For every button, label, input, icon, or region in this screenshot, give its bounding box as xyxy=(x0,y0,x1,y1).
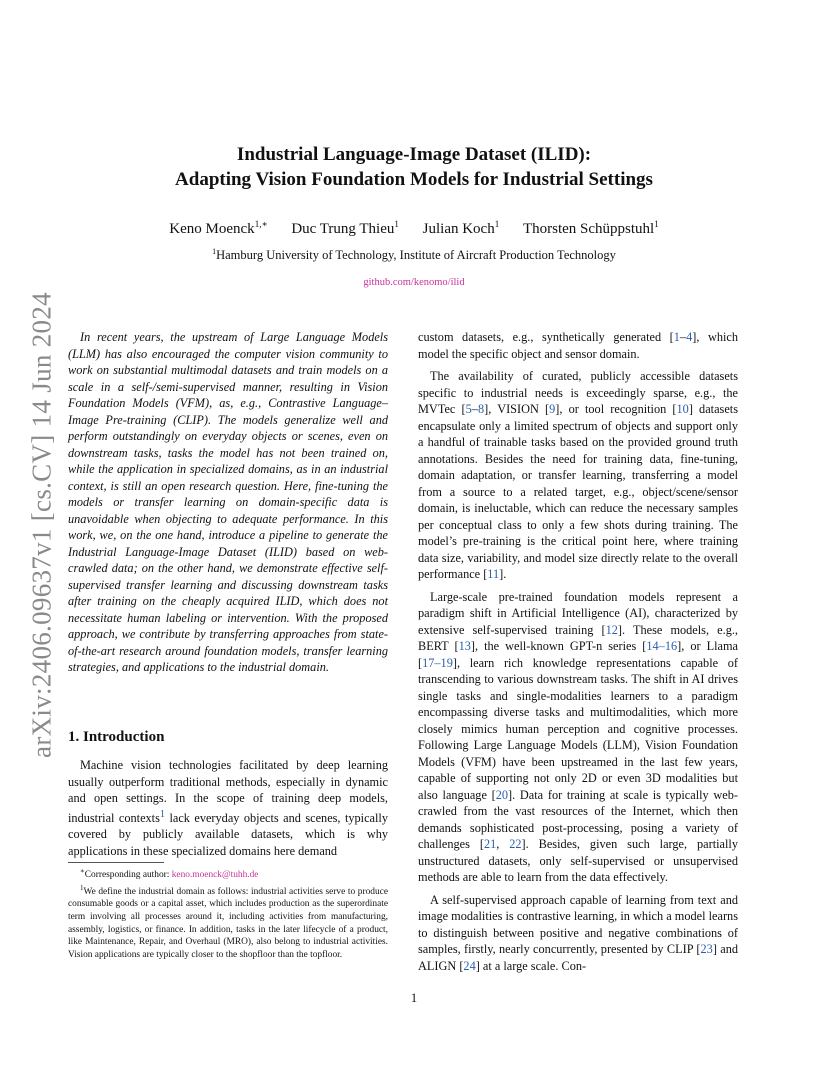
email-link[interactable]: keno.moenck@tuhh.de xyxy=(171,870,259,881)
citation-link[interactable]: 13 xyxy=(458,639,471,653)
title-line-1: Industrial Language-Image Dataset (ILID): xyxy=(236,144,592,165)
affiliation-sup: 1 xyxy=(212,247,217,256)
text-run: ]. These models, e.g., BERT [ xyxy=(418,622,738,653)
text-run: – xyxy=(679,330,687,344)
text-run: ], the well-known GPT-n series [ xyxy=(470,639,647,653)
author-sup: 1 xyxy=(394,219,399,229)
paper-title xyxy=(0,142,828,192)
text-run: , xyxy=(496,837,510,851)
text-run: Large-scale pre-trained foundation models represent a paradigm shift in Artificial Intelligence (AI), characterized by extensive self-supervised training [ xyxy=(418,589,738,637)
paragraph-custom-datasets xyxy=(418,329,738,362)
text-run: ], VISION [ xyxy=(484,402,550,416)
author-sup: 1,∗ xyxy=(254,219,268,229)
arxiv-side-stamp xyxy=(22,290,62,760)
author-sup: 1 xyxy=(654,219,659,229)
text-run: ]. Data for training at scale is typically web-crawled from the vast resources of the Internet, which then demands sophisticated post-processing, posing a variety of challenges [ xyxy=(418,787,739,851)
citation-link[interactable]: 24 xyxy=(463,958,476,973)
author-sup: 1 xyxy=(494,219,500,229)
citation-link[interactable]: 11 xyxy=(487,567,500,581)
author-2 xyxy=(291,221,399,237)
author-1 xyxy=(169,221,267,237)
text-run: A self-supervised approach capable of learning from text and image modalities is contrastive learning, in which a model learns to distinguish between positive and negative combinations of samples, firstly, nearly concurrently, presented by CLIP [ xyxy=(418,892,738,956)
footnote-industrial-domain xyxy=(68,882,388,962)
paragraph-availability xyxy=(418,368,738,583)
citation-link[interactable]: 17–19 xyxy=(422,655,453,670)
author-4 xyxy=(523,221,659,237)
citation-link[interactable]: 10 xyxy=(676,402,689,416)
text-run: ], which model the specific object and sensor domain. xyxy=(418,330,738,361)
text-run: – xyxy=(471,402,478,416)
citation-link[interactable]: 5 xyxy=(465,402,472,416)
footnotes xyxy=(68,865,388,961)
footnote-text: Corresponding author: xyxy=(84,870,172,881)
intro-text-a: Machine vision technologies facilitated by deep learning usually outperform traditional methods, especially in dynamic and open settings. In the scope of training deep models, industrial contexts xyxy=(68,758,388,825)
footnote-text: We define the industrial domain as follows: industrial activities serve to produce consumable goods or a capital asset, which includes production as the superordinate term involving all processes around it, including activities from manufacturing, assembly, logistics, or finance. In addition, tasks in the later lifecycle of a product, like Maintenance, Repair, and Overhaul (MRO), also belong to industrial activities. Vision applications are typically closer to the shopfloor than the topfloor. xyxy=(68,886,388,960)
author-name: Duc Trung Thieu xyxy=(291,221,395,237)
text-run: ] and ALIGN [ xyxy=(418,942,738,973)
paragraph-foundation-models xyxy=(418,589,738,886)
text-run: ], learn rich knowledge representations capable of transcending to various downstream tasks. The shift in AI drives single tasks and single-modalities learners to a paradigm encompassing diverse tasks and multimodalities, which more closely mimics human perception and cognitive processes. Following Large Language Models (LLM), Vision Foundation Models (VFM) have been upstreamed in the last few years, capable of supporting not only 2D or even 3D modalities but also language [ xyxy=(418,655,738,802)
footnote-ref-1[interactable]: 1 xyxy=(159,808,165,820)
intro-paragraph-left xyxy=(68,757,388,859)
citation-link[interactable]: 21 xyxy=(483,837,497,851)
footnote-corresponding xyxy=(68,865,388,882)
author-list xyxy=(0,219,828,238)
intro-text-b: lack everyday objects and scenes, typically covered by publicly available datasets, which is why applications in these specialized domains here demand xyxy=(68,810,388,858)
author-name: Thorsten Schüppstuhl xyxy=(522,221,655,237)
text-run: ]. Besides, given such large, partially unstructured datasets, only self-supervised or unsupervised methods are able to learn from the data effectively. xyxy=(418,837,738,884)
citation-link[interactable]: 8 xyxy=(477,402,485,416)
paragraph-contrastive-learning xyxy=(418,892,738,975)
citation-link[interactable]: 12 xyxy=(605,622,618,637)
citation-link[interactable]: 22 xyxy=(509,837,522,851)
author-name: Keno Moenck xyxy=(169,221,255,237)
text-run: ], or tool recognition [ xyxy=(555,402,677,416)
citation-link[interactable]: 20 xyxy=(495,787,509,802)
text-run: ] at a large scale. Con- xyxy=(475,958,587,973)
footnote-mark: 1 xyxy=(80,883,84,892)
citation-link[interactable]: 4 xyxy=(686,330,693,344)
page-number: 1 xyxy=(410,991,418,1005)
author-3 xyxy=(423,221,500,237)
abstract: In recent years, the upstream of Large Language Models (LLM) has also encouraged the computer vision community to work on substantial multimodal datasets and train models on a scale in a self-/semi-supervised manner, resulting in Vision Foundation Models (VFM), as, e.g., Contrastive Language–Image Pre-training (CLIP). The models generalize well and perform outstandingly on everyday objects or scenes, even on downstream tasks, tasks the model has not been trained on, while the application in specialized domains, as in an industrial context, is still an open research question. Here, fine-tuning the models or transfer learning on domain-specific data is unavoidable when objecting to adequate performance. In this work, we, on the one hand, introduce a pipeline to generate the Industrial Language-Image Dataset (ILID) based on web-crawled data; on the other hand, we demonstrate effective self-supervised transfer learning and discussing downstream tasks after training on the cheaply acquired ILID, which does not necessitate human labeling or intervention. With the proposed approach, we contribute by transferring approaches from state-of-the-art research around foundation models, transfer learning strategies, and applications to the industrial domain. xyxy=(68,330,388,674)
affiliation-text: Hamburg University of Technology, Institute of Aircraft Production Technology xyxy=(216,248,616,263)
citation-link[interactable]: 23 xyxy=(700,942,713,956)
footnote-rule xyxy=(68,862,164,863)
text-run: ], or Llama [ xyxy=(418,639,738,670)
citation-link[interactable]: 1 xyxy=(673,330,680,344)
github-link[interactable]: github.com/kenomo/ilid xyxy=(363,277,465,288)
text-run: custom datasets, e.g., synthetically generated [ xyxy=(418,330,674,344)
section-heading-introduction: 1. Introduction xyxy=(68,729,165,745)
citation-link[interactable]: 9 xyxy=(549,402,556,416)
footnote-mark: ∗ xyxy=(80,867,85,875)
right-column xyxy=(418,329,738,980)
text-run: ] datasets encapsulate only a limited spectrum of objects and support only a handful of trainable tasks based on the provided ground truth annotations. Besides the need for training data, fine-tuning, domain adaptation, or transfer learning, transferring a model from a source to a related target, e.g., object/scene/sensor domain, is ineluctable, which can reduce the necessary samples per conceptual class to only a few shots during training. The model’s pre-training is the critical point here, where training data size, variability, and model size directly relate to the overall performance [ xyxy=(418,402,738,581)
citation-link[interactable]: 14–16 xyxy=(646,639,678,653)
affiliation xyxy=(0,247,828,263)
arxiv-identifier: arXiv:2406.09637v1 [cs.CV] 14 Jun 2024 xyxy=(26,292,57,758)
title-line-2: Adapting Vision Foundation Models for Industrial Settings xyxy=(175,169,653,190)
text-run: The availability of curated, publicly accessible datasets specific to industrial needs is exceedingly sparse, e.g., the MVTec [ xyxy=(418,369,738,416)
author-name: Julian Koch xyxy=(422,221,495,237)
text-run: ]. xyxy=(499,567,507,581)
